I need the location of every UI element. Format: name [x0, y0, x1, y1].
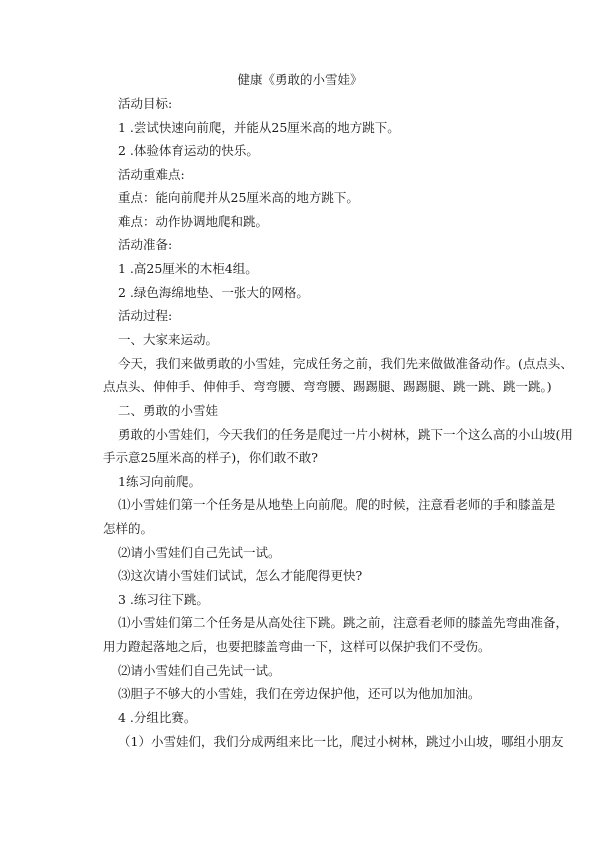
goal-item-1: 1 .尝试快速向前爬，并能从25厘米高的地方跳下。: [118, 120, 400, 135]
section-heading-goals: 活动目标:: [118, 96, 173, 111]
process-step-2-heading: 二、勇敢的小雪娃: [118, 403, 219, 418]
subsection-heading-crawl: 1练习向前爬。: [118, 474, 201, 489]
section-heading-preparation: 活动准备:: [118, 237, 173, 252]
paragraph-line: ⑴小雪娃们第一个任务是从地垫上向前爬。爬的时候，注意看老师的手和膝盖是: [118, 497, 556, 512]
paragraph-line: 点点头、伸伸手、伸伸手、弯弯腰、弯弯腰、踢踢腿、踢踢腿、跳一跳、跳一跳。): [103, 379, 552, 394]
section-heading-process: 活动过程:: [118, 308, 173, 323]
list-item: ⑶胆子不够大的小雪娃，我们在旁边保护他，还可以为他加加油。: [118, 686, 481, 701]
focus-key-point: 重点：能向前爬并从25厘米高的地方跳下。: [118, 190, 359, 205]
paragraph-line: 今天，我们来做勇敢的小雪娃，完成任务之前，我们先来做做准备动作。(点点头、: [118, 356, 573, 371]
preparation-item-2: 2 .绿色海绵地垫、一张大的网格。: [118, 285, 309, 300]
preparation-item-1: 1 .高25厘米的木柜4组。: [118, 261, 258, 276]
focus-difficulty: 难点：动作协调地爬和跳。: [118, 214, 269, 229]
subsection-heading-jump: 3 .练习往下跳。: [118, 592, 209, 607]
paragraph-line: 手示意25厘米高的样子)，你们敢不敢?: [103, 450, 318, 465]
paragraph-line: 勇敢的小雪娃们，今天我们的任务是爬过一片小树林，跳下一个这么高的小山坡(用: [118, 427, 573, 442]
document-title: 健康《勇敢的小雪娃》: [237, 72, 363, 87]
list-item: ⑵请小雪娃们自己先试一试。: [118, 545, 281, 560]
paragraph-line: 怎样的。: [103, 521, 154, 536]
section-heading-focus: 活动重难点:: [118, 167, 185, 182]
process-step-1-heading: 一、大家来运动。: [118, 332, 219, 347]
list-item: ⑵请小雪娃们自己先试一试。: [118, 663, 281, 678]
goal-item-2: 2 .体验体育运动的快乐。: [118, 143, 259, 158]
paragraph-line: 用力蹬起落地之后，也要把膝盖弯曲一下，这样可以保护我们不受伤。: [103, 639, 491, 654]
subsection-heading-competition: 4 .分组比赛。: [118, 710, 197, 725]
paragraph-line: （1）小雪娃们，我们分成两组来比一比，爬过小树林，跳过小山坡，哪组小朋友: [118, 734, 564, 749]
list-item: ⑶这次请小雪娃们试试，怎么才能爬得更快?: [118, 568, 363, 583]
paragraph-line: ⑴小雪娃们第二个任务是从高处往下跳。跳之前，注意看老师的膝盖先弯曲准备，: [118, 615, 569, 630]
